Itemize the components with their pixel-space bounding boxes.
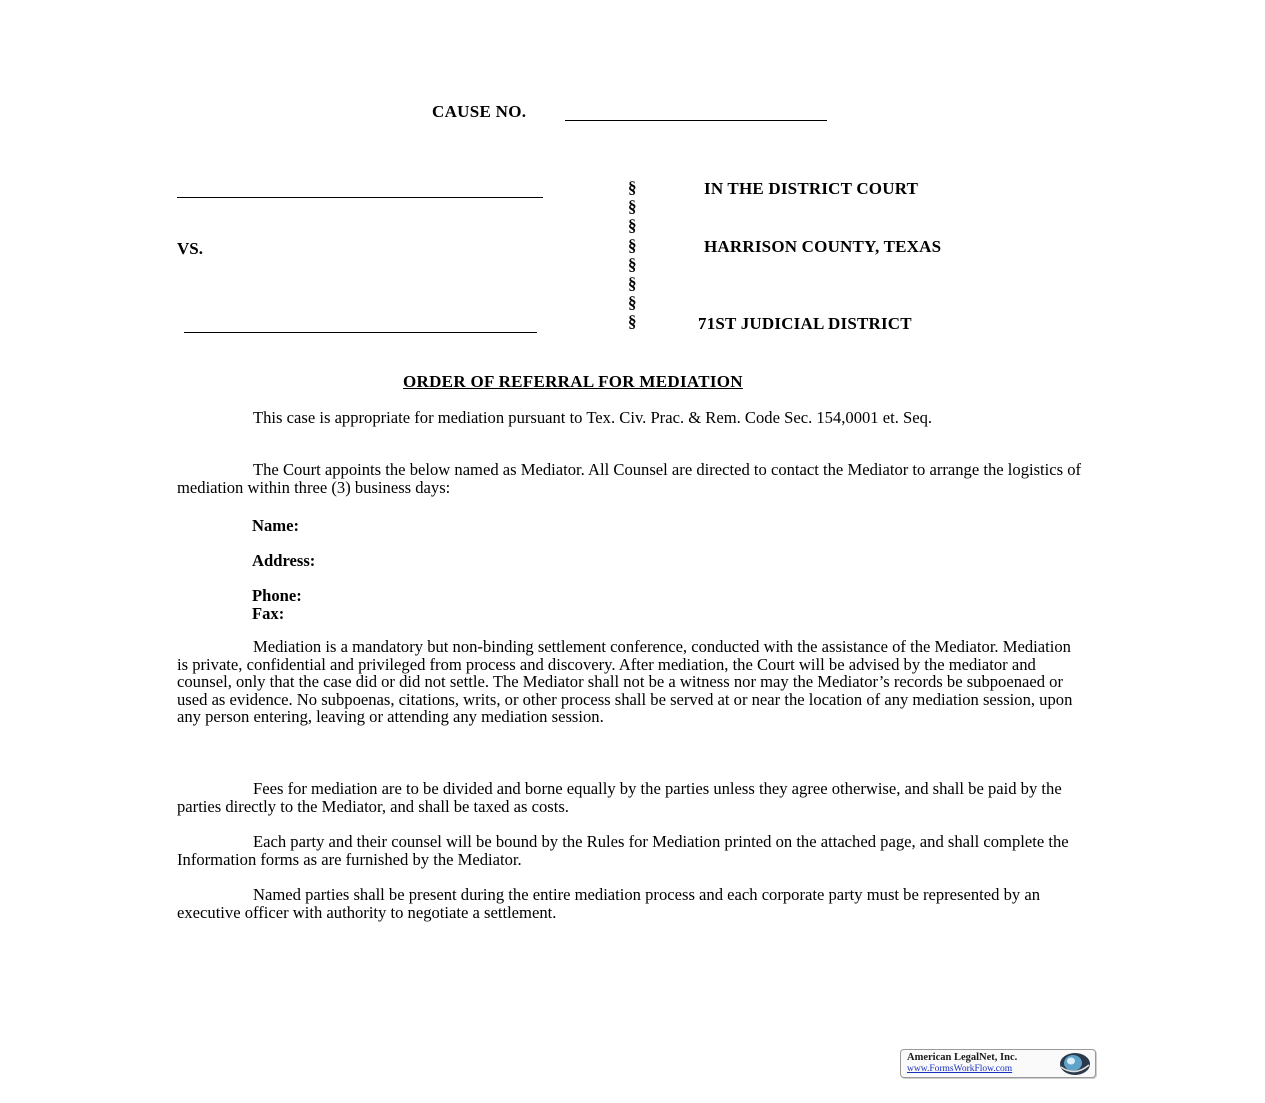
mediator-fax-label: Fax:	[252, 604, 285, 623]
order-title: ORDER OF REFERRAL FOR MEDIATION	[403, 372, 743, 391]
mediator-address-label: Address:	[252, 551, 316, 570]
paragraph-attendance: Named parties shall be present during the entire mediation process and each corporate party must be represented by an executive officer with authority to negotiate a settlement.	[177, 885, 1040, 922]
section-mark: §	[628, 312, 637, 332]
logo-company-name: American LegalNet, Inc.	[907, 1052, 1018, 1063]
court-county: HARRISON COUNTY, TEXAS	[704, 237, 942, 256]
versus-label: VS.	[177, 239, 203, 258]
paragraph-rules: Each party and their counsel will be bound by the Rules for Mediation printed on the attached page, and shall complete the Information forms as are furnished by the Mediator.	[177, 832, 1069, 869]
mediator-phone-label: Phone:	[252, 586, 302, 605]
section-mark: §	[628, 178, 637, 197]
section-mark: §	[628, 235, 637, 255]
cause-number-blank[interactable]	[565, 120, 827, 121]
section-mark: §	[628, 254, 637, 274]
section-mark: §	[628, 216, 637, 236]
logo-url-link[interactable]: www.FormsWorkFlow.com	[907, 1064, 1013, 1074]
court-name: IN THE DISTRICT COURT	[704, 179, 919, 198]
section-mark: §	[628, 293, 637, 313]
section-marks	[628, 178, 644, 332]
section-mark: §	[628, 197, 637, 217]
defendant-blank[interactable]	[184, 332, 537, 333]
paragraph-fees: Fees for mediation are to be divided and borne equally by the parties unless they agree otherwise, and shall be paid by the parties directly to the Mediator, and shall be taxed as costs.	[177, 779, 1062, 816]
cause-number-label: CAUSE NO.	[432, 102, 527, 121]
section-mark: §	[628, 274, 637, 294]
globe-icon	[1057, 1051, 1093, 1077]
paragraph-appointment: The Court appoints the below named as Mediator. All Counsel are directed to contact the Mediator to arrange the logistics of mediation within three (3) business days:	[177, 460, 1082, 497]
court-district: 71ST JUDICIAL DISTRICT	[698, 314, 912, 333]
mediator-name-label: Name:	[252, 516, 299, 535]
paragraph-statute: This case is appropriate for mediation pursuant to Tex. Civ. Prac. & Rem. Code Sec. 154,0001 et. Seq.	[253, 408, 933, 427]
plaintiff-blank[interactable]	[177, 197, 543, 198]
paragraph-mediation-terms: Mediation is a mandatory but non-binding settlement conference, conducted with the assistance of the Mediator. Mediation is private, confidential and privileged from process and discovery. After mediation, the Court will be advised by the mediator and counsel, only that the case did or did not settle. The Mediator shall not be a witness nor may the Mediator’s records be subpoenaed or used as evidence. No subpoenas, citations, writs, or other process shall be served at or near the location of any mediation session, upon any person entering, leaving or attending any mediation session.	[177, 637, 1073, 726]
american-legalnet-logo[interactable]	[900, 1049, 1096, 1078]
